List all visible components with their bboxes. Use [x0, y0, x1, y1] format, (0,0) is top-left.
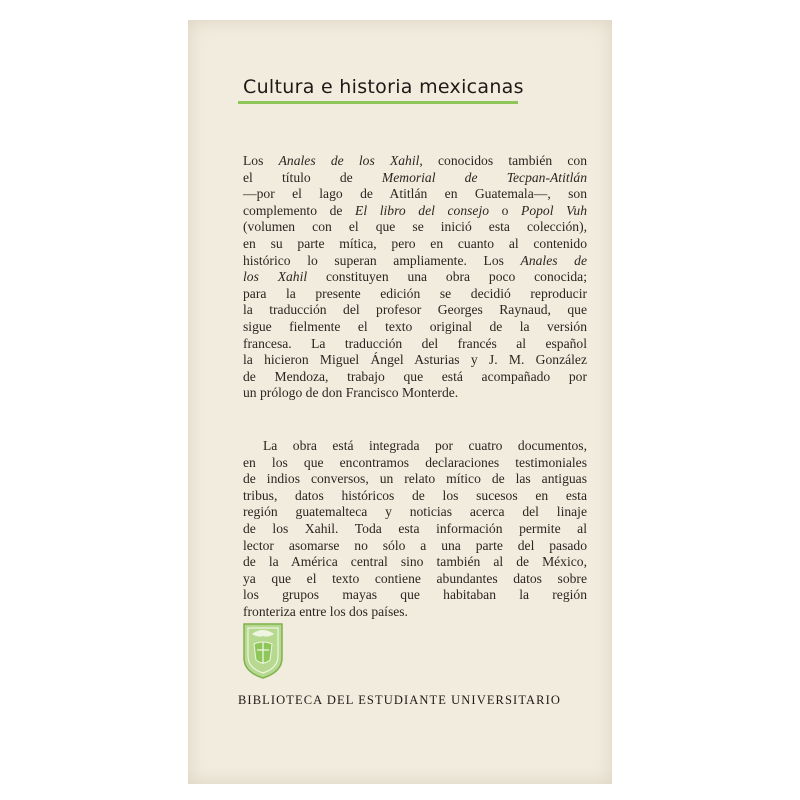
text-line: tribus, datos históricos de los sucesos en esta: [243, 487, 587, 503]
text-line: fronteriza entre los dos países.: [243, 603, 408, 619]
italic-title: los Xahil: [243, 269, 308, 285]
text-line: la hicieron Miguel Ángel Asturias y J. M. González: [243, 352, 587, 368]
text-line: histórico lo superan ampliamente. Los Anales de: [243, 252, 587, 268]
text-line: (volumen con el que se inició esta colección),: [243, 219, 587, 235]
description-paragraph-2: [243, 438, 587, 621]
italic-title: Anales de los Xahil,: [278, 153, 423, 168]
italic-title: El libro del consejo: [355, 202, 490, 218]
title-underline: [238, 101, 518, 104]
description-paragraph-1: [243, 153, 587, 402]
italic-title: Popol Vuh: [521, 202, 587, 218]
text-line: los Xahil constituyen una obra poco conocida;: [243, 269, 587, 285]
text-line: complemento de El libro del consejo o Popol Vuh: [243, 202, 587, 218]
text-line: los grupos mayas que habitaban la región: [243, 587, 587, 603]
text-line: —por el lago de Atitlán en Guatemala—, son: [243, 186, 587, 202]
text-line: de indios conversos, un relato mítico de las antiguas: [243, 471, 587, 487]
footer-collection-name: BIBLIOTECA DEL ESTUDIANTE UNIVERSITARIO: [238, 693, 562, 707]
text-line: de los Xahil. Toda esta información permite al: [243, 520, 587, 536]
text-line: en los que encontramos declaraciones testimoniales: [243, 454, 587, 470]
text-line: para la presente edición se decidió reproducir: [243, 285, 587, 301]
text-line: sigue fielmente el texto original de la versión: [243, 318, 587, 334]
text-line: ya que el texto contiene abundantes datos sobre: [243, 570, 587, 586]
text-line: de la América central sino también al de México,: [243, 554, 587, 570]
text-line: francesa. La traducción del francés al español: [243, 335, 587, 351]
text-line: de Mendoza, trabajo que está acompañado por: [243, 368, 587, 384]
text-line: región guatemalteca y noticias acerca del linaje: [243, 504, 587, 520]
text-line: La obra está integrada por cuatro documentos,: [263, 438, 587, 453]
text-line: lector asomarse no sólo a una parte del pasado: [243, 537, 587, 553]
book-back-cover: [188, 20, 612, 784]
series-title: Cultura e historia mexicanas: [243, 76, 524, 98]
text-line: en su parte mítica, pero en cuanto al contenido: [243, 235, 587, 251]
italic-title: Memorial de Tecpan-Atitlán: [381, 169, 587, 185]
text-line: un prólogo de don Francisco Monterde.: [243, 385, 459, 401]
italic-title: Anales de: [520, 252, 587, 268]
text-line: el título de Memorial de Tecpan-Atitlán: [243, 169, 587, 185]
unam-crest-icon: [240, 620, 286, 680]
text-line: la traducción del profesor Georges Raynaud, que: [243, 302, 587, 318]
text-line: Los Anales de los Xahil, conocidos también con: [243, 153, 587, 168]
